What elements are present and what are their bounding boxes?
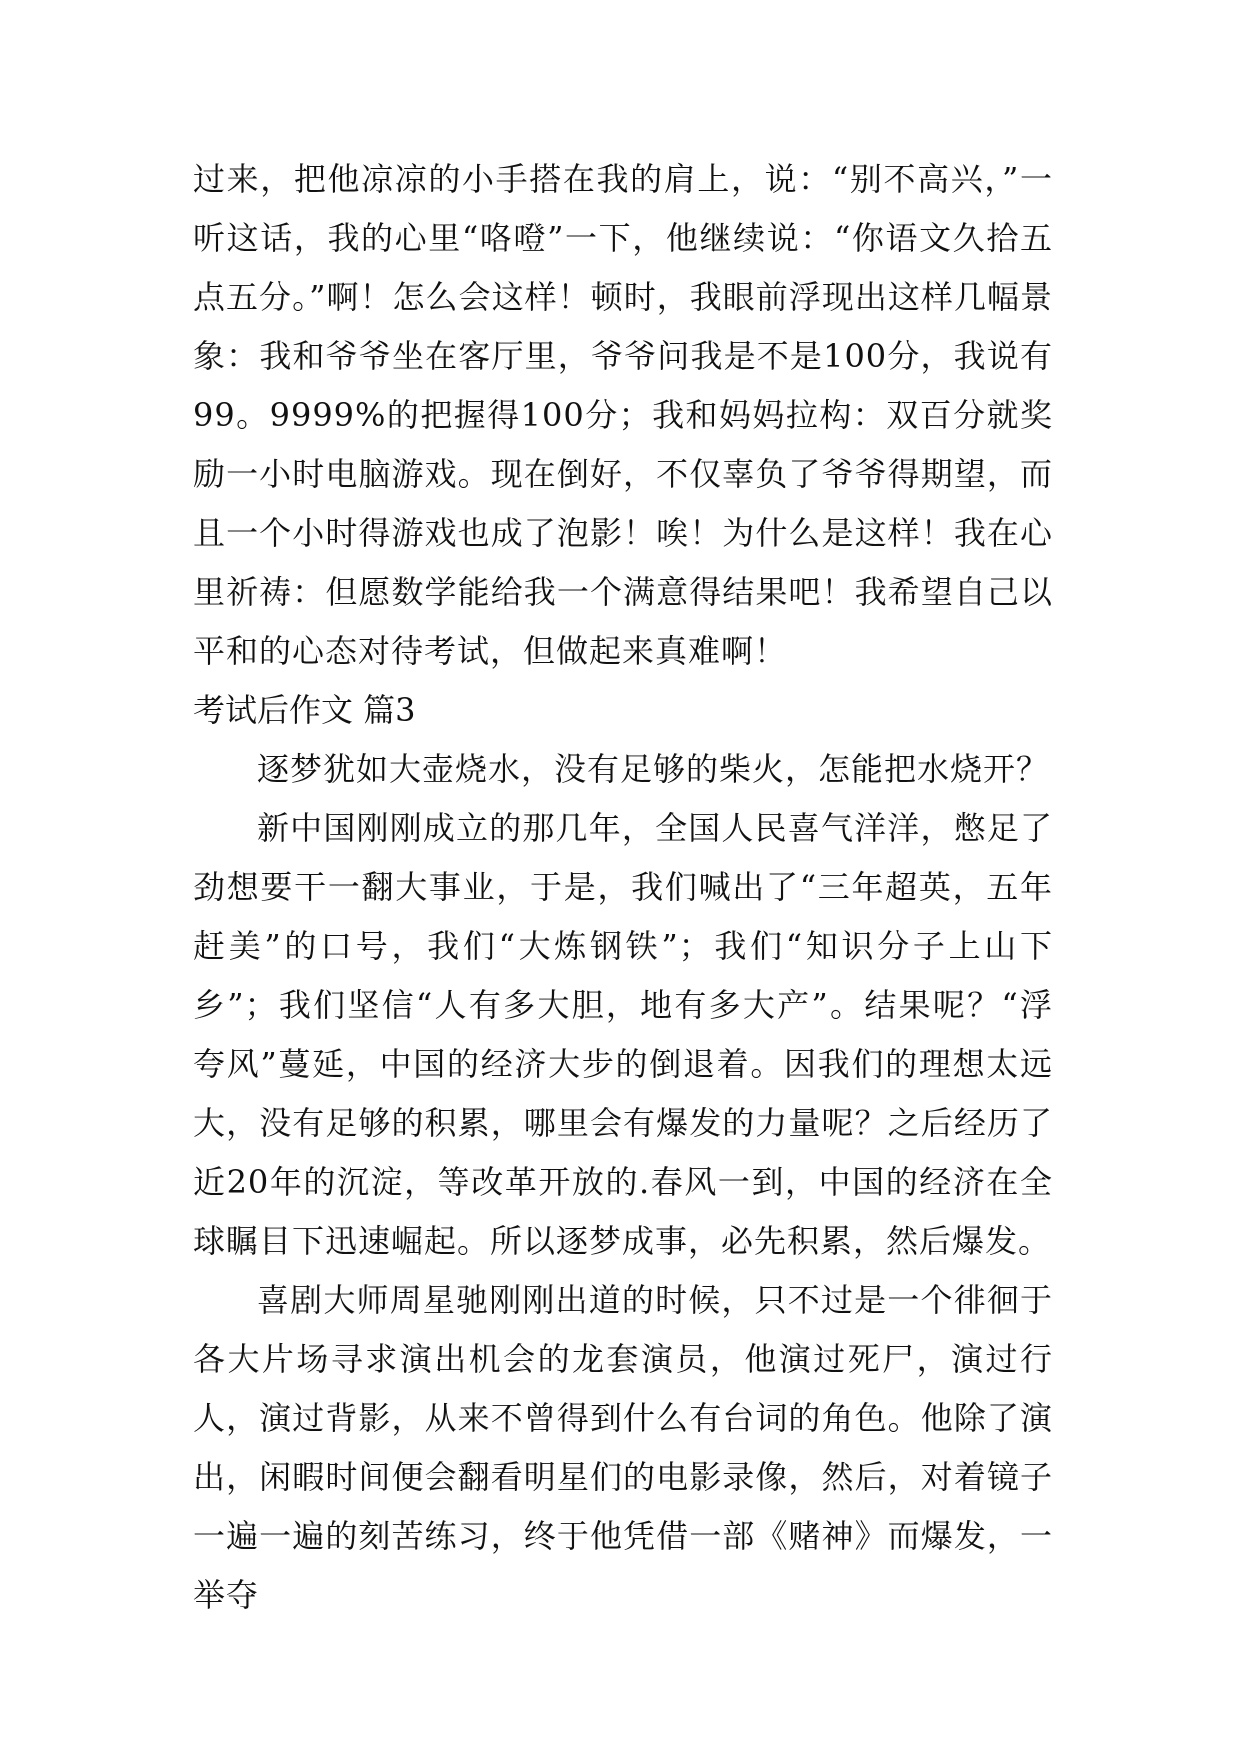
body-paragraph-1: 过来，把他凉凉的小手搭在我的肩上，说：“别不高兴，”一听这话，我的心里“咯噔”一下，他继续说：“你语文久拾五点五分。”啊！怎么会这样！顿时，我眼前浮现出这样几幅景象：我和爷爷坐在客厅里，爷爷问我是不是100分，我说有99。9999%的把握得100分；我和妈妈拉构：双百分就奖励一小时电脑游戏。现在倒好，不仅辜负了爷爷得期望，而且一个小时得游戏也成了泡影！唉！为什么是这样！我在心里祈祷：但愿数学能给我一个满意得结果吧！我希望自己以平和的心态对待考试，但做起来真难啊！ [193, 160, 1053, 670]
body-paragraph-2: 逐梦犹如大壶烧水，没有足够的柴火，怎能把水烧开？ [257, 750, 1050, 788]
document-page [193, 150, 1053, 1625]
body-paragraph-4: 喜剧大师周星驰刚刚出道的时候，只不过是一个徘徊于各大片场寻求演出机会的龙套演员，他演过死尸，演过行人，演过背影，从来不曾得到什么有台词的角色。他除了演出，闲暇时间便会翻看明星们的电影录像，然后，对着镜子一遍一遍的刻苦练习，终于他凭借一部《赌神》而爆发，一举夺 [193, 1281, 1053, 1614]
section-heading: 考试后作文 篇3 [193, 691, 416, 729]
body-paragraph-3: 新中国刚刚成立的那几年，全国人民喜气洋洋，憋足了劲想要干一翻大事业，于是，我们喊出了“三年超英，五年赶美”的口号，我们“大炼钢铁”；我们“知识分子上山下乡”；我们坚信“人有多大胆，地有多大产”。结果呢？“浮夸风”蔓延，中国的经济大步的倒退着。因我们的理想太远大，没有足够的积累，哪里会有爆发的力量呢？之后经历了近20年的沉淀，等改革开放的.春风一到，中国的经济在全球瞩目下迅速崛起。所以逐梦成事，必先积累，然后爆发。 [193, 809, 1053, 1260]
